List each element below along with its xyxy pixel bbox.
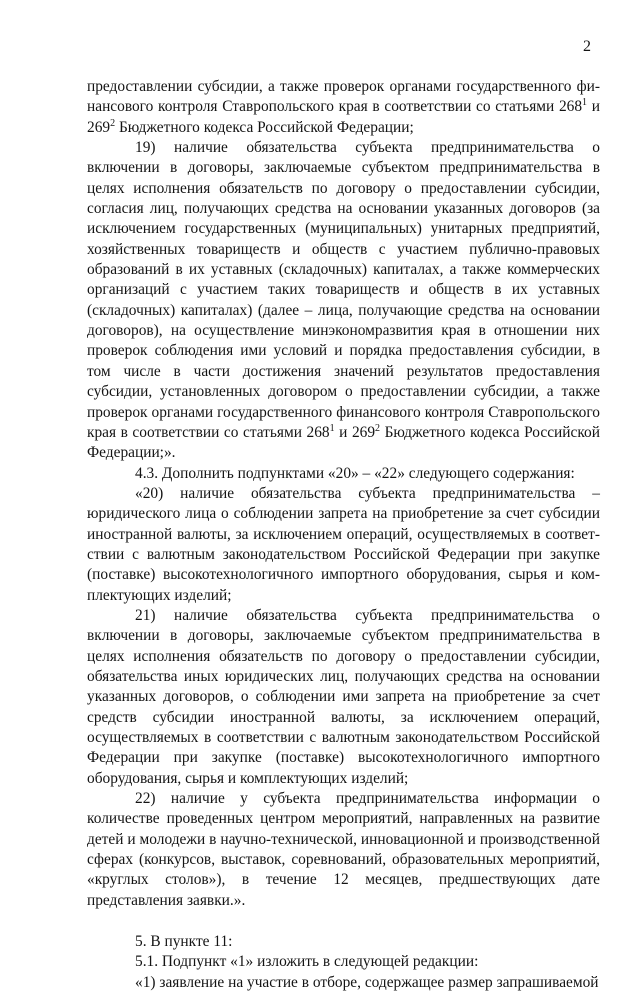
paragraph-item-22: 22) наличие у субъекта предпринимательства информации о количестве проведенных центром мероприятий, направленных на развитие детей и молодежи в научно-технической, инновационной и производственной сферах (конкурсов, выставок, соревнований, образовательных мероприятий, «круглых столов»), в течение 12 месяцев, предшествующих дате представления заявки.». (87, 790, 600, 909)
paragraph-continuation (87, 77, 600, 138)
paragraph-item-21: 21) наличие обязательства субъекта предпринимательства о включении в договоры, заключаемые субъектом предпринимательства в целях исполнения обязательств по договору о предоставлении субсидии, обязательства иных юридических лиц, получающих средства на основании указанных договоров, о соблюдении ими запрета на приобретение за счет средств субсидии иностранной валюты, за исключением операций, осуществляемых в соответствии с валютным законодательством Российской Федерации при закупке (поставке) высокотехнологичного импортного оборудования, сырья и комплектующих изделий; (87, 606, 600, 787)
superscript: 2 (375, 422, 381, 434)
paragraph-spacer (87, 911, 600, 932)
superscript: 1 (582, 97, 588, 109)
paragraph-text: и 269 (334, 423, 376, 441)
paragraph-item-1: «1) заявление на участие в отборе, содержащее размер запрашиваемой (135, 973, 599, 991)
paragraph-text: и 269 (87, 98, 600, 136)
superscript: 2 (110, 117, 116, 129)
paragraph-item-19 (87, 138, 600, 464)
paragraph-item-20: «20) наличие обязательства субъекта предпринимательства – юридического лица о соблюдении запрета на приобретение за счет субсидии иностранной валюты, за исключением операций, осуществляемых в соответствии с валютным законодательством Российской Федерации при закупке (поставке) высокотехнологичного импортного оборудования, сырья и комплектующих изделий; (87, 484, 600, 604)
paragraph-5-1: 5.1. Подпункт «1» изложить в следующей редакции: (135, 953, 479, 971)
paragraph-text: Бюджетного кодекса Российской Федерации; (115, 118, 414, 136)
page-number: 2 (583, 38, 591, 55)
paragraph-5: 5. В пункте 11: (135, 933, 233, 951)
superscript: 1 (329, 422, 335, 434)
paragraph-4-3: 4.3. Дополнить подпунктами «20» – «22» следующего содержания: (135, 464, 575, 482)
document-body (87, 77, 600, 993)
paragraph-text: 19) наличие обязательства субъекта предпринимательства о включении в договоры, заключаемые субъектом предпринимательства в целях исполнения обязательств по договору о предоставлении субсидии, согласия лиц, получающих средства на основании указанных договоров (за исключением государственных (муниципальных) унитарных предприятий, хозяйственных товариществ и обществ с участием публично-правовых образований в их уставных (складочных) капиталах, а также коммерческих организаций с участием таких товариществ и обществ в их уставных (складочных) капиталах) (далее – лица, получающие средства на основании договоров), на осуществление минэкономразвития края в отношении них проверок соблюдения ими условий и порядка предоставления субсидии, в том числе в части достижения значений результатов предоставления субсидии, установленных договором о предоставлении субсидии, а также проверок органами государственного финансового контроля Ставропольского края в соответствии со статьями 268 (87, 139, 600, 441)
paragraph-text: предоставлении субсидии, а также проверок органами государственного финансового контроля Ставропольского края в соответствии со статьями 268 (87, 78, 600, 116)
paragraph-text: Бюджетного кодекса Российской Федерации;». (87, 423, 600, 462)
